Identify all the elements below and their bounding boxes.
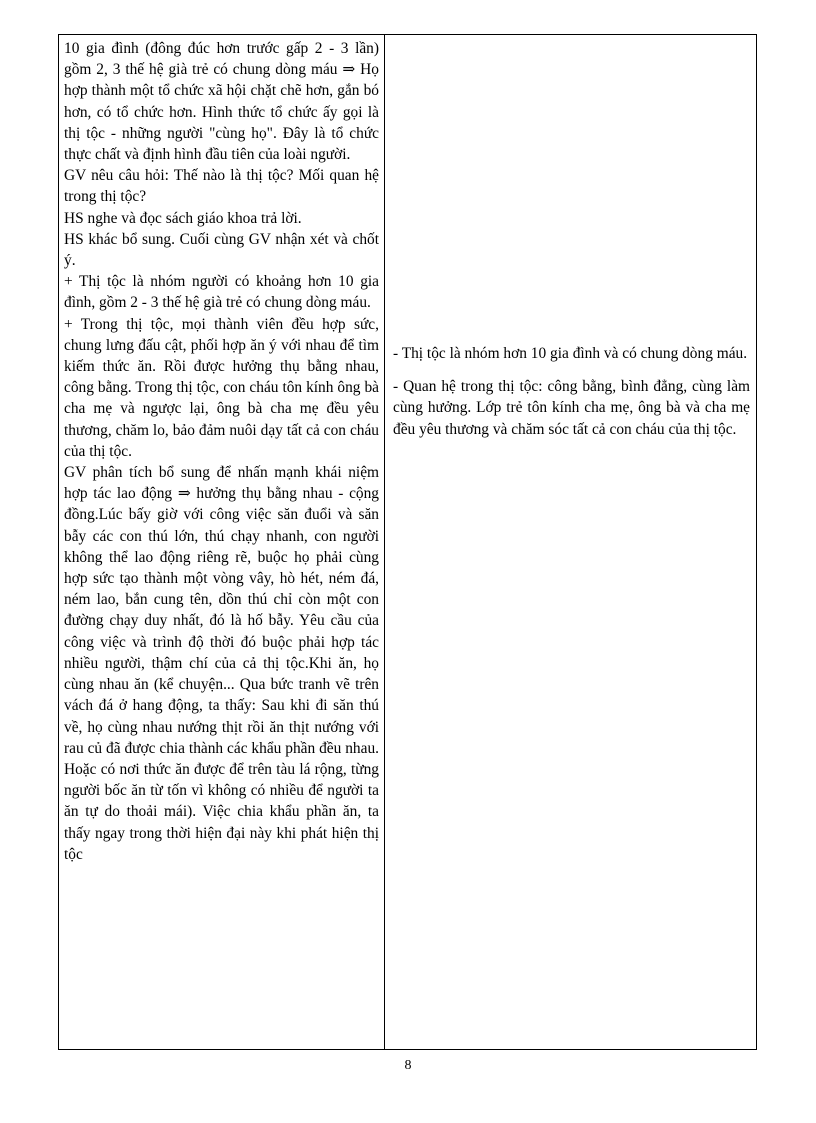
paragraph-teacher-question: GV nêu câu hỏi: Thế nào là thị tộc? Mối quan hệ trong thị tộc? [64,167,379,206]
page-number: 8 [404,1058,412,1073]
paragraph-clan-definition: + Thị tộc là nhóm người có khoảng hơn 10 gia đình, gồm 2 - 3 thế hệ già trẻ có chung dòng máu. [64,273,379,312]
paragraph-teacher-conclusion: HS khác bổ sung. Cuối cùng GV nhận xét và chốt ý. [64,230,379,270]
key-points-block [393,343,750,452]
lesson-table [58,34,757,1050]
paragraph-student-answer: HS nghe và đọc sách giáo khoa trả lời. [64,209,302,227]
paragraph-family-clan: 10 gia đình (đông đúc hơn trước gấp 2 - 3 lần) gồm 2, 3 thế hệ già trẻ có chung dòng máu ⇒ Họ hợp thành một tổ chức xã hội chặt chẽ hơn, gắn bó hơn, có tổ chức hơn. Hình thức tổ chức ấy gọi là thị tộc - những người "cùng họ". Đây là tổ chức thực chất và định hình đầu tiên của loài người. [64,40,379,164]
key-point-clan-relations: - Quan hệ trong thị tộc: công bằng, bình đẳng, cùng làm cùng hưởng. Lớp trẻ tôn kính cha mẹ, ông bà và cha mẹ đều yêu thương và chăm sóc tất cả con cháu của thị tộc. [393,378,750,438]
teacher-student-activity-column [59,35,385,1049]
paragraph-teacher-analysis: GV phân tích bổ sung để nhấn mạnh khái niệm hợp tác lao động ⇒ hưởng thụ bằng nhau - cộng đồng.Lúc bấy giờ với công việc săn đuổi và săn bẫy các con thú lớn, thú chạy nhanh, con người không thể lao động riêng rẽ, buộc họ phải cùng hợp sức tạo thành một vòng vây, hò hét, ném đá, ném lao, bắn cung tên, dồn thú chỉ còn một con đường chạy duy nhất, đó là hố bẫy. Yêu cầu của công việc và trình độ thời đó buộc phải hợp tác nhiều người, thậm chí của cả thị tộc.Khi ăn, họ cùng nhau ăn (kể chuyện... Qua bức tranh vẽ trên vách đá ở hang động, ta thấy: Sau khi đi săn thú về, họ cùng nhau nướng thịt rồi ăn thịt nướng với rau củ đã được chia thành các khẩu phần đều nhau. Hoặc có nơi thức ăn được để trên tàu lá rộng, từng người bốc ăn từ tốn vì không có nhiều để người ta ăn tự do thoải mái). Việc chia khẩu phần ăn, ta thấy ngay trong thời hiện đại này khi phát hiện thị tộc [64,464,379,863]
lesson-content-column [385,35,756,1049]
key-point-clan-definition: - Thị tộc là nhóm hơn 10 gia đình và có chung dòng máu. [393,345,748,362]
paragraph-clan-relations: + Trong thị tộc, mọi thành viên đều hợp sức, chung lưng đấu cật, phối hợp ăn ý với nhau để tìm kiếm thức ăn. Rồi được hưởng thụ bằng nhau, công bằng. Trong thị tộc, con cháu tôn kính ông bà cha mẹ và ngược lại, ông bà cha mẹ đều yêu thương, chăm lo, bảo đảm nuôi dạy tất cả con cháu của thị tộc. [64,315,379,460]
